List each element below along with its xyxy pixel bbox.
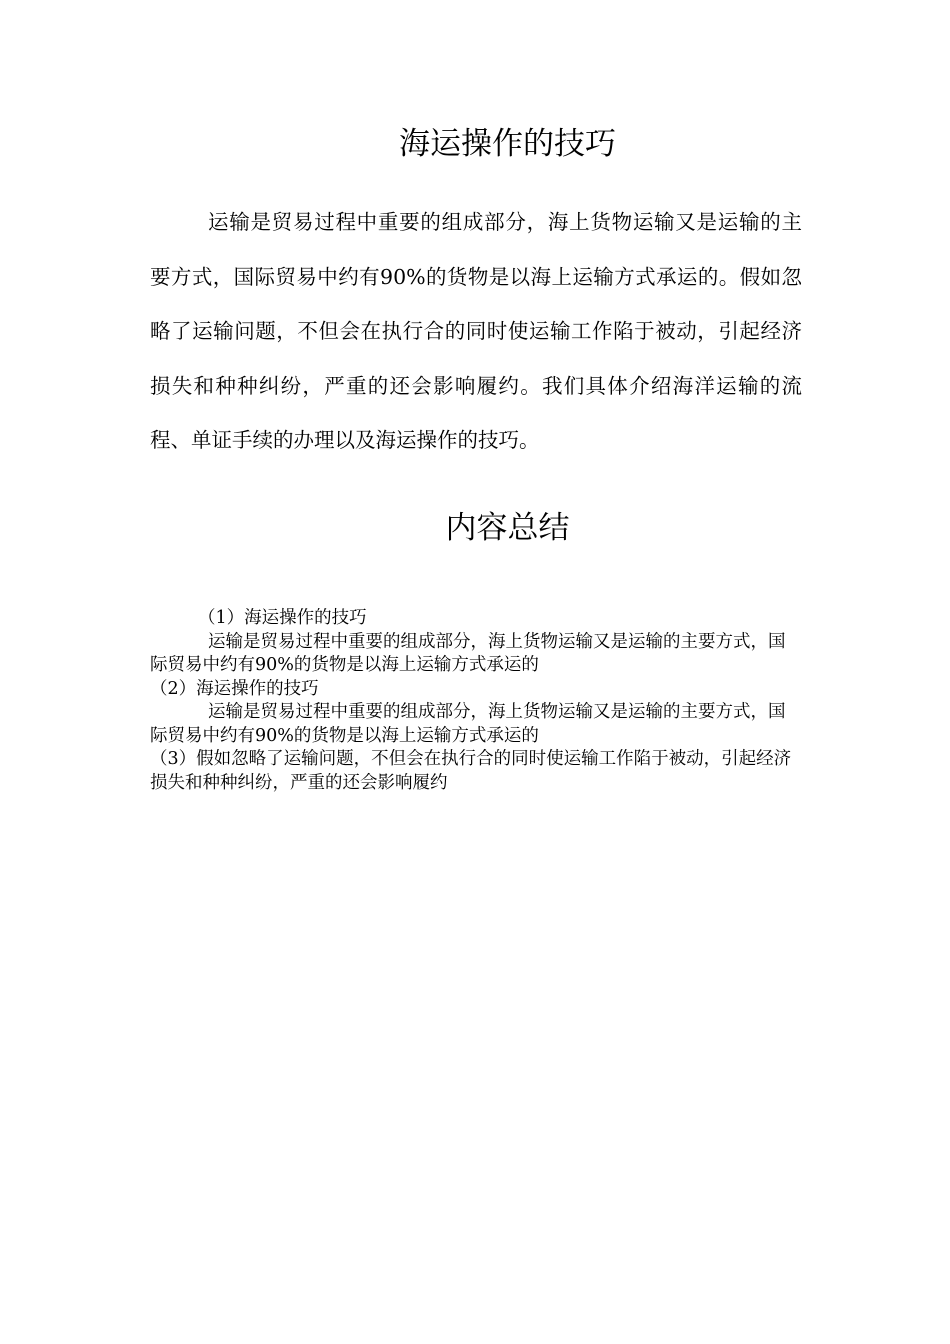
document-title: 海运操作的技巧 — [399, 126, 616, 162]
summary-item-heading: （2）海运操作的技巧 — [150, 678, 319, 699]
intro-paragraph: 运输是贸易过程中重要的组成部分，海上货物运输又是运输的主要方式，国际贸易中约有90%的货物是以海上运输方式承运的。假如忽略了运输问题，不但会在执行合的同时使运输工作陷于被动，引起经济损失和种种纠纷，严重的还会影响履约。我们具体介绍海洋运输的流程、单证手续的办理以及海运操作的技巧。 — [150, 210, 802, 452]
summary-title: 内容总结 — [445, 510, 570, 546]
summary-item-body: 运输是贸易过程中重要的组成部分，海上货物运输又是运输的主要方式，国际贸易中约有90%的货物是以海上运输方式承运的 — [150, 702, 786, 746]
summary-section — [150, 607, 795, 795]
summary-item-body: 运输是贸易过程中重要的组成部分，海上货物运输又是运输的主要方式，国际贸易中约有90%的货物是以海上运输方式承运的 — [150, 631, 786, 675]
summary-item-heading: （1）海运操作的技巧 — [198, 608, 367, 628]
summary-item-heading: （3）假如忽略了运输问题，不但会在执行合的同时使运输工作陷于被动，引起经济损失和种种纠纷，严重的还会影响履约 — [150, 749, 792, 793]
